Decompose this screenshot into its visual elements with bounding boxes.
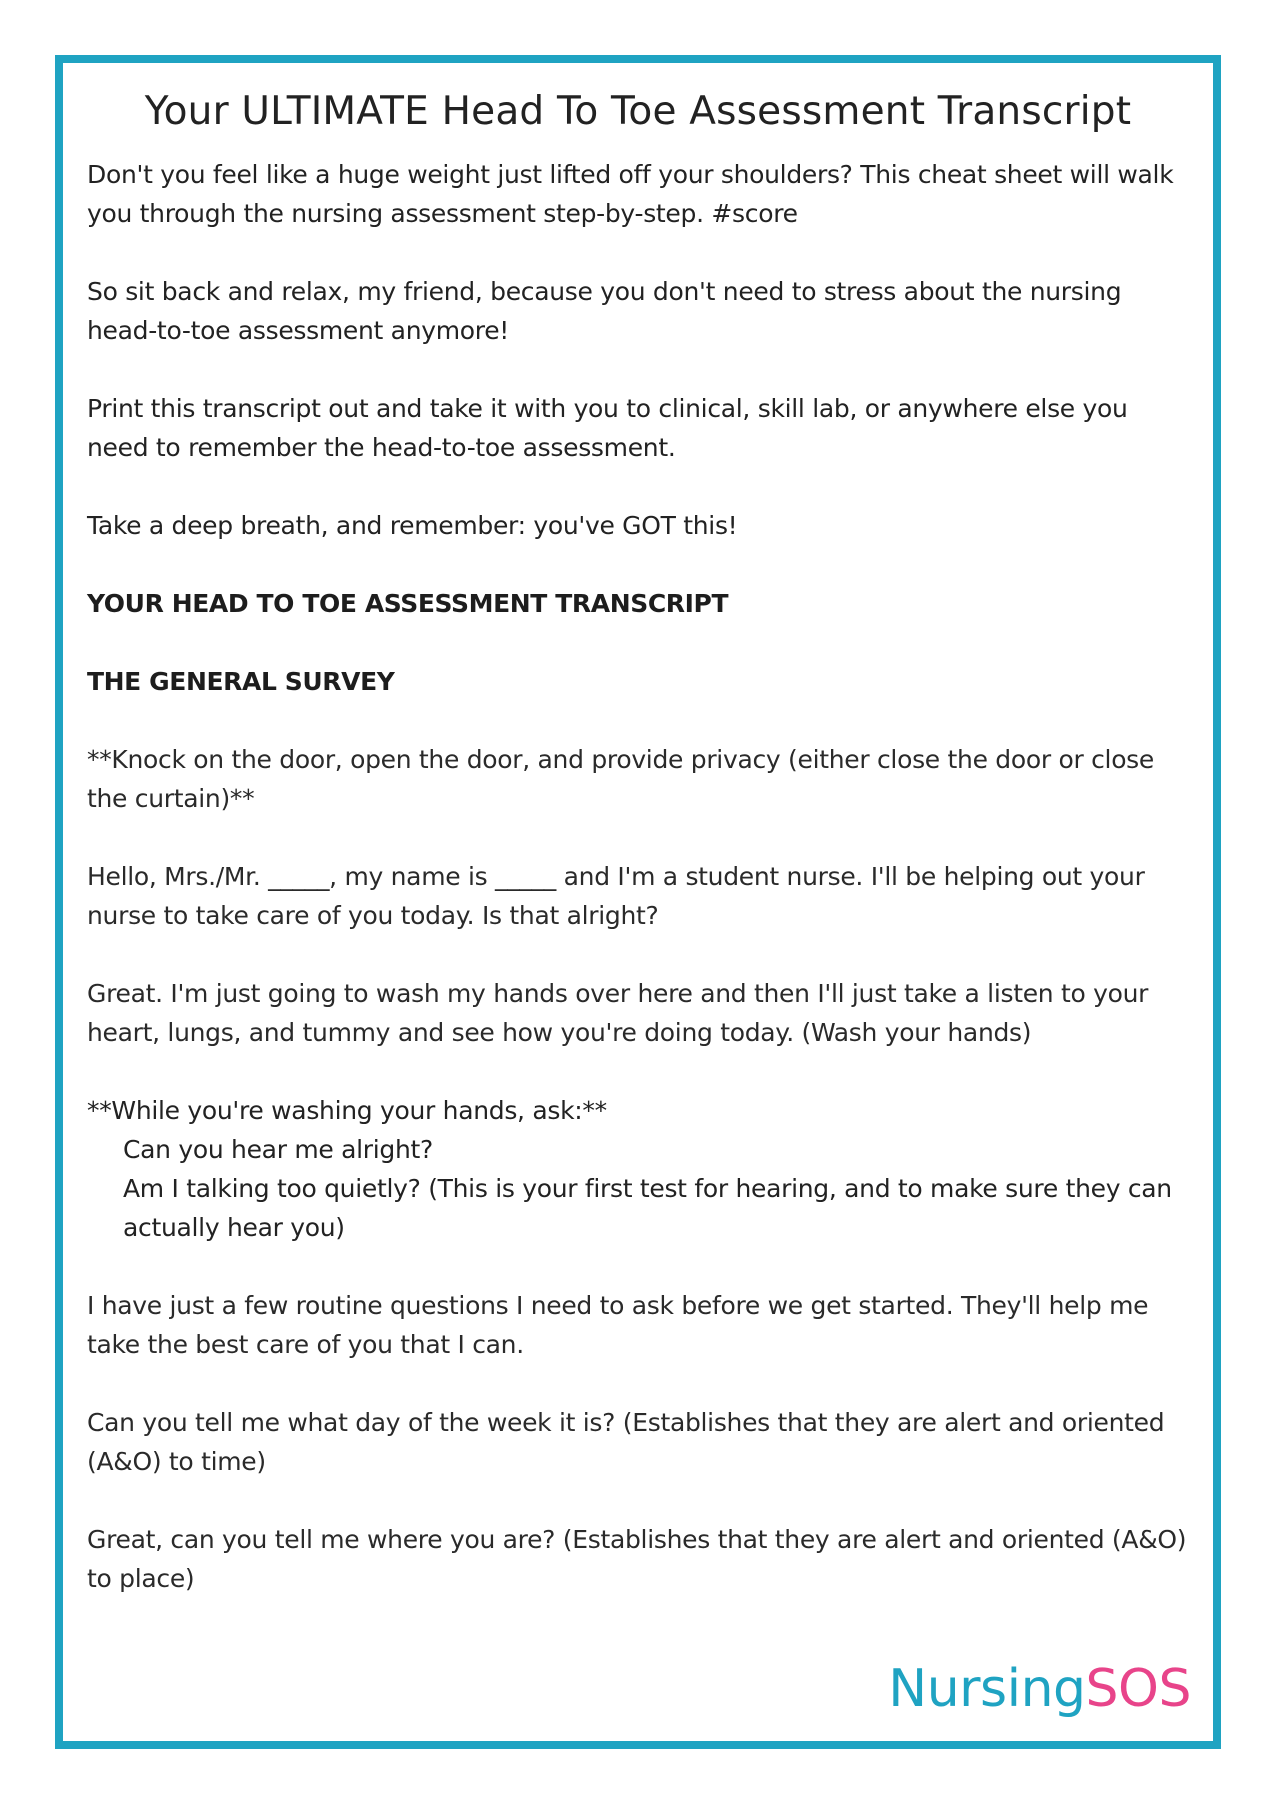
document-title: Your ULTIMATE Head To Toe Assessment Transcript — [144, 89, 1132, 134]
intro-paragraph-3: Print this transcript out and take it with you to clinical, skill lab, or anywhere else you need to remember the head-to-toe assessment. — [87, 394, 1128, 462]
intro-paragraph-4: Take a deep breath, and remember: you've GOT this! — [87, 511, 738, 540]
survey-wash-script: Great. I'm just going to wash my hands over here and then I'll just take a listen to your heart, lungs, and tummy and see how you're doing today. (Wash your hands) — [87, 979, 1149, 1047]
intro-paragraph-2: So sit back and relax, my friend, because you don't need to stress about the nursing head-to-toe assessment anymore! — [87, 277, 1122, 345]
logo-text-nursing: Nursing — [888, 1659, 1086, 1719]
page-border-frame — [55, 55, 1221, 1749]
survey-hello-script: Hello, Mrs./Mr. _____, my name is _____ and I'm a student nurse. I'll be helping out your nurse to take care of you today. Is that alright? — [87, 862, 1145, 930]
survey-orientation-place: Great, can you tell me where you are? (Establishes that they are alert and oriented (A&O) to place) — [87, 1525, 1187, 1593]
while-washing-block — [87, 1091, 1189, 1247]
survey-knock-instruction: **Knock on the door, open the door, and provide privacy (either close the door or close the curtain)** — [87, 745, 1154, 813]
hearing-question-2: Am I talking too quietly? (This is your first test for hearing, and to make sure they can actually hear you) — [123, 1174, 1172, 1242]
while-washing-lead: **While you're washing your hands, ask:** — [87, 1096, 607, 1125]
intro-paragraph-1: Don't you feel like a huge weight just lifted off your shoulders? This cheat sheet will walk you through the nursing assessment step-by-step. #score — [87, 160, 1174, 228]
survey-orientation-time: Can you tell me what day of the week it is? (Establishes that they are alert and oriented (A&O) to time) — [87, 1408, 1165, 1476]
logo-text-sos: SOS — [1085, 1659, 1191, 1719]
survey-routine-script: I have just a few routine questions I need to ask before we get started. They'll help me take the best care of you that I can. — [87, 1291, 1149, 1359]
document-content — [87, 85, 1189, 1637]
nursingsos-logo — [888, 1659, 1191, 1719]
section-heading: YOUR HEAD TO TOE ASSESSMENT TRANSCRIPT — [87, 589, 729, 618]
hearing-question-1: Can you hear me alright? — [123, 1135, 433, 1164]
hearing-questions-list — [87, 1130, 1189, 1247]
subsection-heading: THE GENERAL SURVEY — [87, 667, 395, 696]
